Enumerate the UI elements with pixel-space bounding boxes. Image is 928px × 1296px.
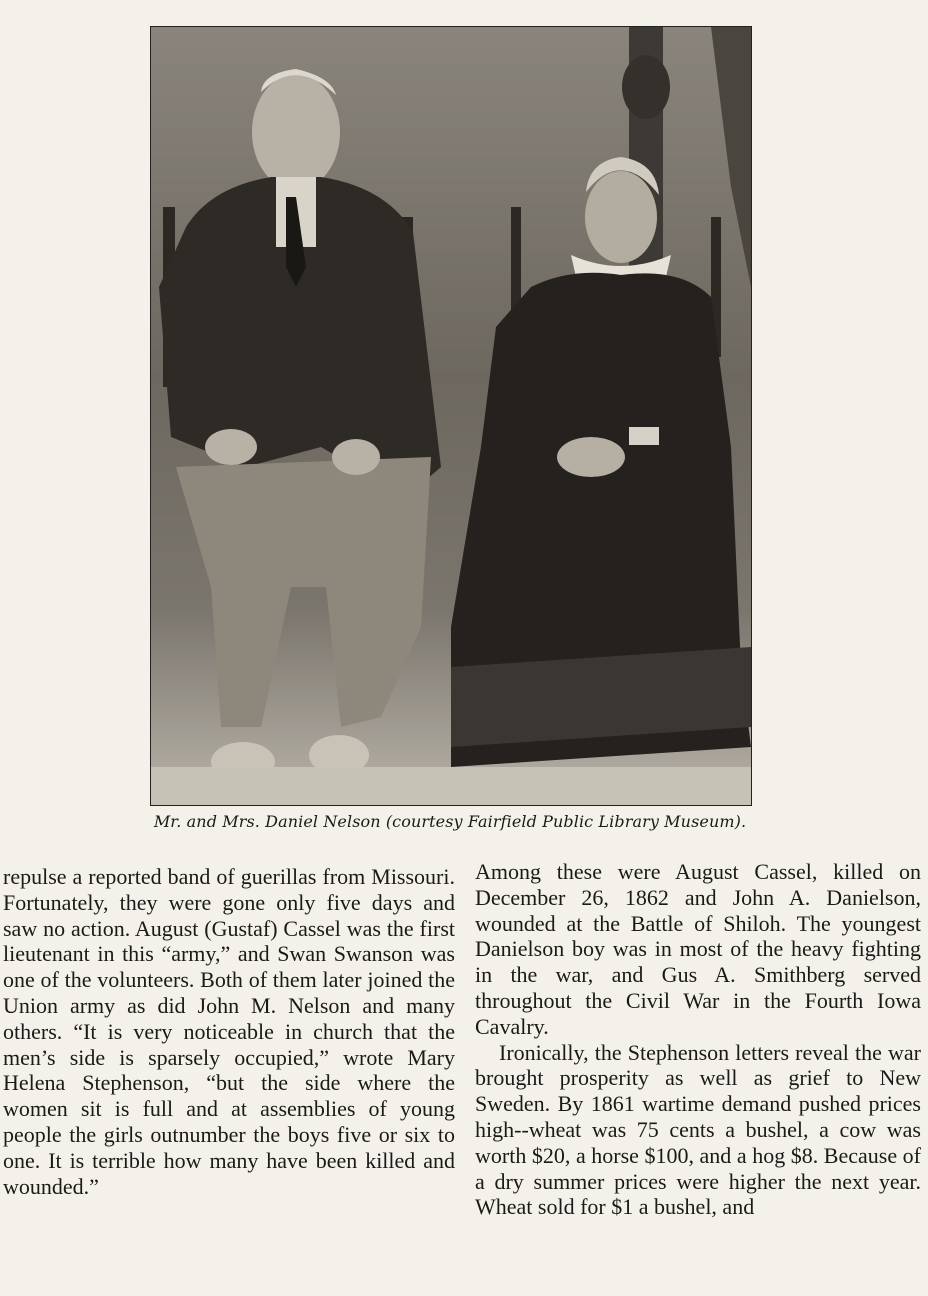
photo-caption: Mr. and Mrs. Daniel Nelson (courtesy Fairfield Public Library Museum). [153, 812, 747, 831]
text-column-right [475, 859, 921, 1220]
paragraph: Among these were August Cassel, killed on December 26, 1862 and John A. Danielson, wounded at the Battle of Shiloh. The youngest Danielson boy was in most of the heavy fighting in the war, and Gus A. Smithberg served throughout the Civil War in the Fourth Iowa Cavalry. [475, 859, 921, 1039]
text-column-left [3, 864, 455, 1199]
portrait-photograph [150, 26, 752, 806]
paragraph: Ironically, the Stephenson letters reveal the war brought prosperity as well as grief to New Sweden. By 1861 wartime demand pushed prices high--wheat was 75 cents a bushel, a cow was worth $20, a horse $100, and a hog $8. Because of a dry summer prices were higher the next year. Wheat sold for $1 a bushel, and [475, 1039, 921, 1220]
portrait-photo-icon [151, 27, 751, 805]
paragraph: repulse a reported band of guerillas from Missouri. Fortunately, they were gone only five days and saw no action. August (Gustaf) Cassel was the first lieutenant in this “army,” and Swan Swanson was one of the volunteers. Both of them later joined the Union army as did John M. Nelson and many others. “It is very noticeable in church that the men’s side is sparsely occupied,” wrote Mary Helena Stephenson, “but the side where the women sit is full and at assemblies of young people the girls outnumber the boys five or six to one. It is terrible how many have been killed and wounded.” [3, 864, 455, 1199]
